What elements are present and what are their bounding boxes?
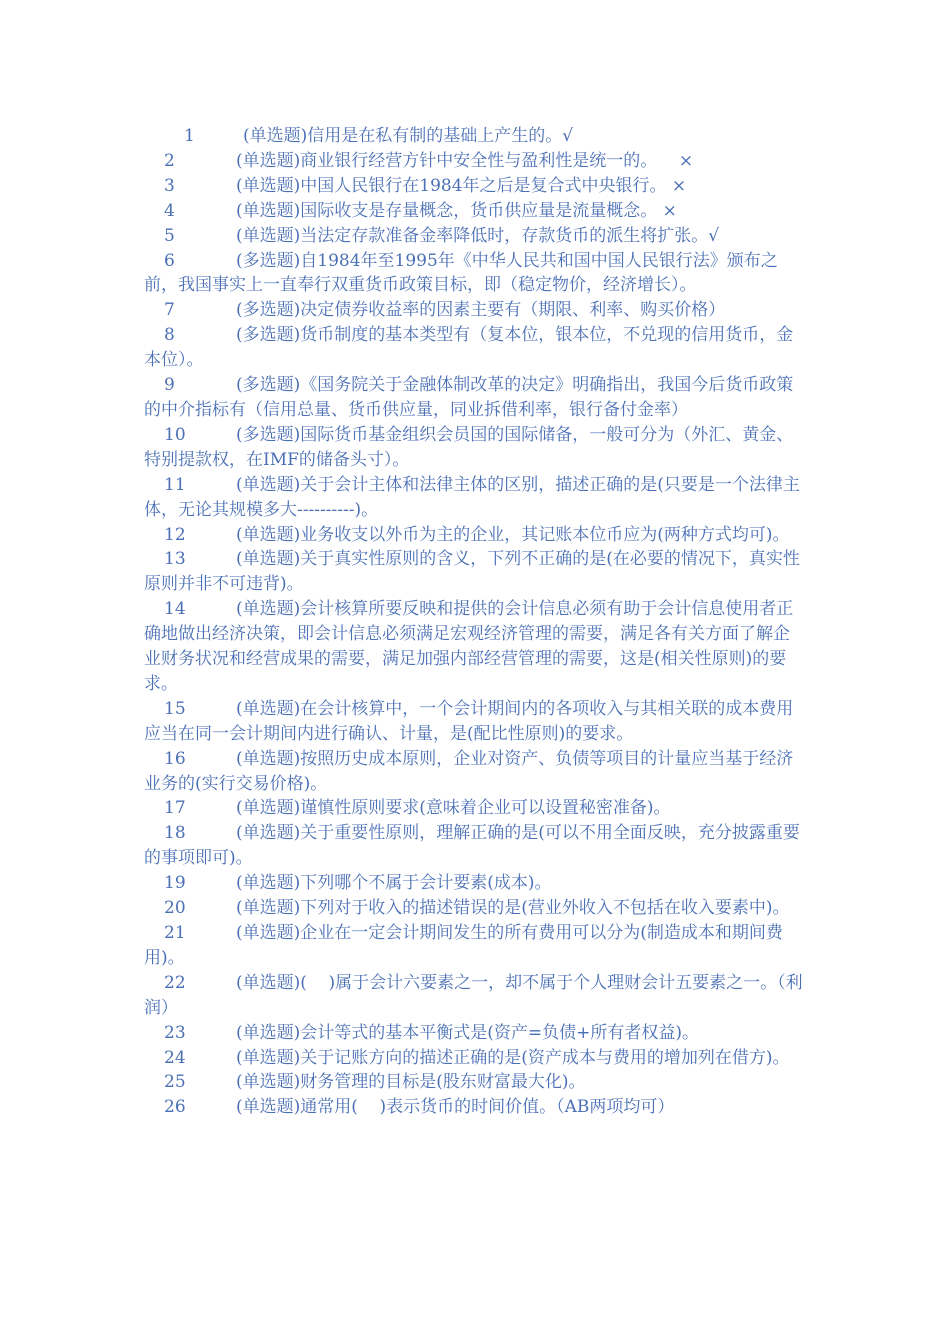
question-item [144, 373, 806, 423]
question-text: (多选题)国际货币基金组织会员国的国际储备，一般可分为（外汇、黄金、特别提款权，在IMF的储备头寸）。 [144, 424, 794, 470]
question-text: (多选题)决定债券收益率的因素主要有（期限、利率、购买价格） [236, 300, 726, 321]
question-item [144, 821, 806, 871]
question-item [144, 473, 806, 523]
question-text: (单选题)在会计核算中，一个会计期间内的各项收入与其相关联的成本费用应当在同一会计期间内进行确认、计量，是(配比性原则)的要求。 [144, 698, 794, 744]
question-number: 20 [164, 898, 186, 919]
question-item [144, 1095, 806, 1120]
question-text: (单选题)财务管理的目标是(股东财富最大化)。 [236, 1072, 586, 1093]
question-number: 1 [184, 126, 195, 146]
question-text: (单选题)业务收支以外币为主的企业，其记账本位币应为(两种方式均可)。 [236, 524, 790, 545]
question-number: 10 [164, 424, 186, 445]
question-text: (单选题)谨慎性原则要求(意味着企业可以设置秘密准备)。 [236, 798, 671, 819]
question-text: (多选题)货币制度的基本类型有（复本位，银本位，不兑现的信用货币，金本位）。 [144, 325, 794, 371]
question-text: (多选题)自1984年至1995年《中华人民共和国中国人民银行法》颁布之前，我国事实上一直奉行双重货币政策目标，即（稳定物价，经济增长）。 [144, 250, 778, 296]
question-item [144, 298, 806, 323]
question-item [144, 249, 806, 299]
question-text: (单选题)企业在一定会计期间发生的所有费用可以分为(制造成本和期间费用)。 [144, 923, 783, 968]
question-item [144, 697, 806, 747]
question-text: (单选题)国际收支是存量概念，货币供应量是流量概念。 × [236, 200, 677, 221]
question-number: 8 [164, 325, 175, 346]
question-item [144, 747, 806, 797]
question-item [144, 124, 806, 149]
question-item [144, 547, 806, 597]
question-number: 18 [164, 823, 186, 844]
question-number: 26 [164, 1097, 186, 1118]
question-number: 17 [164, 798, 186, 819]
question-text: (单选题)关于重要性原则，理解正确的是(可以不用全面反映，充分披露重要的事项即可)。 [144, 823, 800, 869]
question-number: 24 [164, 1047, 186, 1068]
question-text: (多选题)《国务院关于金融体制改革的决定》明确指出，我国今后货币政策的中介指标有（信用总量、货币供应量，同业拆借利率，银行备付金率） [144, 375, 794, 420]
question-item [144, 871, 806, 896]
question-number: 4 [164, 200, 175, 221]
question-text: (单选题)当法定存款准备金率降低时，存款货币的派生将扩张。√ [236, 225, 720, 246]
question-item [144, 1070, 806, 1095]
question-number: 7 [164, 300, 175, 321]
question-item [144, 921, 806, 971]
question-text: (单选题)商业银行经营方针中安全性与盈利性是统一的。 × [236, 150, 694, 171]
question-item [144, 199, 806, 224]
question-number: 14 [164, 599, 186, 620]
question-number: 9 [164, 375, 175, 396]
question-number: 5 [164, 225, 175, 246]
question-item [144, 896, 806, 921]
question-text: (单选题)关于记账方向的描述正确的是(资产成本与费用的增加列在借方)。 [236, 1047, 790, 1068]
question-text: (单选题)( )属于会计六要素之一，却不属于个人理财会计五要素之一。（利润） [144, 972, 803, 1018]
question-item [144, 323, 806, 373]
question-item [144, 224, 806, 249]
question-item [144, 149, 806, 174]
question-number: 16 [164, 748, 186, 769]
question-item [144, 971, 806, 1021]
question-number: 13 [164, 549, 186, 570]
question-text: (单选题)下列哪个不属于会计要素(成本)。 [236, 873, 552, 894]
question-number: 6 [164, 250, 175, 271]
question-item [144, 796, 806, 821]
question-item [144, 1021, 806, 1046]
question-text: (单选题)中国人民银行在1984年之后是复合式中央银行。 × [236, 175, 687, 196]
question-number: 2 [164, 150, 175, 171]
question-number: 21 [164, 923, 186, 943]
question-item [144, 174, 806, 199]
question-text: (单选题)下列对于收入的描述错误的是(营业外收入不包括在收入要素中)。 [236, 898, 790, 919]
question-list [0, 124, 950, 1120]
question-item [144, 423, 806, 473]
question-number: 25 [164, 1072, 186, 1093]
question-text: (单选题)会计核算所要反映和提供的会计信息必须有助于会计信息使用者正确地做出经济决策，即会计信息必须满足宏观经济管理的需要，满足各有关方面了解企业财务状况和经营成果的需要，满足加强内部经营管理的需要，这是(相关性原则)的要求。 [144, 599, 794, 694]
question-item [144, 597, 806, 697]
question-item [144, 1046, 806, 1071]
question-number: 22 [164, 972, 186, 993]
question-number: 12 [164, 524, 186, 545]
question-number: 23 [164, 1022, 186, 1043]
question-text: (单选题)按照历史成本原则，企业对资产、负债等项目的计量应当基于经济业务的(实行交易价格)。 [144, 748, 794, 794]
question-number: 11 [164, 474, 186, 495]
question-item [144, 523, 806, 548]
question-text: (单选题)关于会计主体和法律主体的区别，描述正确的是(只要是一个法律主体，无论其规模多大----------)。 [144, 474, 800, 520]
question-text: (单选题)信用是在私有制的基础上产生的。√ [243, 126, 574, 146]
question-number: 3 [164, 175, 175, 196]
question-text: (单选题)关于真实性原则的含义，下列不正确的是(在必要的情况下，真实性原则并非不可违背)。 [144, 549, 800, 595]
question-text: (单选题)通常用( )表示货币的时间价值。（AB两项均可） [236, 1097, 675, 1118]
question-number: 15 [164, 698, 186, 719]
question-text: (单选题)会计等式的基本平衡式是(资产=负债+所有者权益)。 [236, 1022, 700, 1043]
question-number: 19 [164, 873, 186, 894]
